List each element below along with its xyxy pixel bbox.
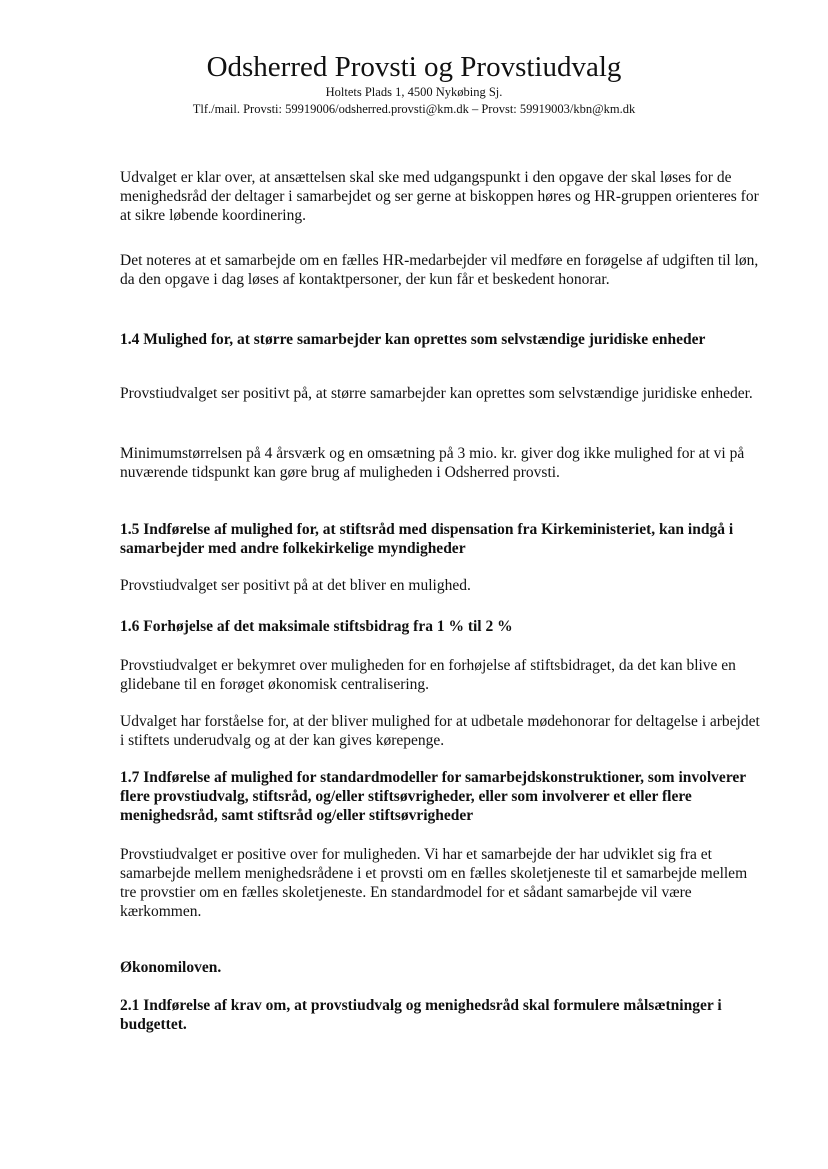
paragraph-1-4-positive: Provstiudvalget ser positivt på, at større samarbejder kan oprettes som selvstændige juridiske enheder. [120,385,753,402]
contact-line: Tlf./mail. Provsti: 59919006/odsherred.provsti@km.dk – Provst: 59919003/kbn@km.dk [192,102,636,116]
paragraph-hr-salary: Det noteres at et samarbejde om en fælles HR-medarbejder vil medføre en forøgelse af udgiften til løn, da den opgave i dag løses af kontaktpersoner, der kun får et beskedent honorar. [120,252,759,288]
letterhead [0,50,828,117]
paragraph-1-4-minimum: Minimumstørrelsen på 4 årsværk og en omsætning på 3 mio. kr. giver dog ikke mulighed for at vi på nuværende tidspunkt kan gøre brug af muligheden i Odsherred provsti. [120,445,745,481]
paragraph-1-6-fees: Udvalget har forståelse for, at der bliver mulighed for at udbetale mødehonorar for deltagelse i arbejdet i stiftets underudvalg og at der kan gives kørepenge. [120,713,760,749]
heading-1-5: 1.5 Indførelse af mulighed for, at stiftsråd med dispensation fra Kirkeministeriet, kan indgå i samarbejder med andre folkekirkelige myndigheder [120,521,734,557]
heading-1-7: 1.7 Indførelse af mulighed for standardmodeller for samarbejdskonstruktioner, som involverer flere provstiudvalg, stiftsråd, og/eller stiftsøvrigheder, eller som involverer et eller flere menighedsråd, samt stiftsråd og/eller stiftsøvrigheder [120,769,746,824]
heading-1-4: 1.4 Mulighed for, at større samarbejder kan oprettes som selvstændige juridiske enheder [120,331,706,348]
paragraph-1-5: Provstiudvalget ser positivt på at det bliver en mulighed. [120,577,471,594]
heading-oekonomiloven: Økonomiloven. [120,959,222,976]
heading-1-6: 1.6 Forhøjelse af det maksimale stiftsbidrag fra 1 % til 2 % [120,618,513,635]
page-title: Odsherred Provsti og Provstiudvalg [206,51,622,83]
paragraph-1-6-concern: Provstiudvalget er bekymret over muligheden for en forhøjelse af stiftsbidraget, da det kan blive en glidebane til en forøget økonomisk centralisering. [120,657,736,693]
paragraph-hr-coordination: Udvalget er klar over, at ansættelsen skal ske med udgangspunkt i den opgave der skal løses for de menighedsråd der deltager i samarbejdet og ser gerne at biskoppen høres og HR-gruppen orienteres for at sikre løbende koordinering. [120,169,759,224]
paragraph-1-7: Provstiudvalget er positive over for muligheden. Vi har et samarbejde der har udviklet sig fra et samarbejde mellem menighedsrådene i et provsti om en fælles skoletjeneste til et samarbejde mellem tre provstier om en fælles skoletjeneste. En standardmodel for et sådant samarbejde vil være kærkommen. [120,846,748,920]
address-line: Holtets Plads 1, 4500 Nykøbing Sj. [325,85,503,99]
heading-2-1: 2.1 Indførelse af krav om, at provstiudvalg og menighedsråd skal formulere målsætninger i budgettet. [120,997,722,1033]
